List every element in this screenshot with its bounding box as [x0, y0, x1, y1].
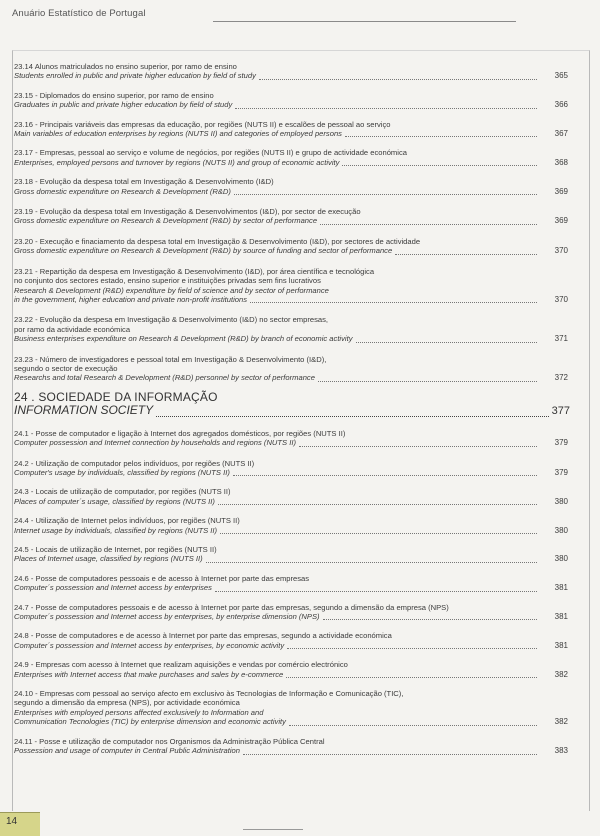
- entry-title-pt: 24.11 - Posse e utilização de computador nos Organismos da Administração Pública Central: [14, 736, 325, 746]
- entry-page-number: 382: [554, 669, 568, 679]
- dot-leader: [299, 440, 537, 447]
- entry-page-number: 366: [554, 100, 568, 110]
- entry-title-en: Business enterprises expenditure on Research & Development (R&D) by branch of economic activity: [14, 334, 353, 344]
- entry-title-pt: 24.5 - Locais de utilização de Internet, por regiões (NUTS II): [14, 545, 217, 554]
- toc-entry[interactable]: [14, 689, 570, 727]
- entry-page-number: 368: [554, 157, 568, 167]
- entry-title-en: Main variables of education enterprises by regions (NUTS II) and categories of employed persons: [14, 129, 342, 139]
- dot-leader: [320, 218, 537, 225]
- entry-title-pt: 23.23 - Número de investigadores e pessoal total em Investigação & Desenvolvimento (I&D),: [14, 354, 327, 364]
- entry-page-number: 365: [554, 71, 568, 81]
- dot-leader: [220, 527, 537, 534]
- table-of-contents: [14, 62, 570, 756]
- entry-title-en: Gross domestic expenditure on Research & Development (R&D) by sector of performance: [14, 216, 318, 226]
- entry-title-pt: por ramo da actividade económica: [14, 324, 131, 334]
- entry-page-number: 381: [554, 640, 568, 650]
- entry-title-en: Computer's usage by individuals, classified by regions (NUTS II): [14, 467, 230, 477]
- entry-title-pt: 24.10 - Empresas com pessoal ao serviço afecto em exclusivo às Tecnologias de Informação e Comunicação (TIC),: [14, 689, 404, 699]
- dot-leader: [215, 585, 537, 592]
- entry-page-number: 372: [554, 373, 568, 383]
- entry-title-en: Places of computer´s usage, classified by regions (NUTS II): [14, 496, 215, 506]
- entry-page-number: 383: [554, 746, 568, 756]
- entry-title-en: Gross domestic expenditure on Research & Development (R&D): [14, 186, 231, 196]
- entry-page-number: 380: [554, 525, 568, 535]
- entry-page-number: 382: [554, 717, 568, 727]
- toc-entry[interactable]: [14, 177, 570, 196]
- entry-page-number: 370: [554, 246, 568, 256]
- entry-title-pt: 24.7 - Posse de computadores pessoais e de acesso à Internet por parte das empresas, segundo a dimensão da empresa (NPS): [14, 602, 449, 612]
- dot-leader: [234, 188, 537, 195]
- entry-title-pt: 23.22 - Evolução da despesa em Investigação & Desenvolvimento (I&D) no sector empresas,: [14, 315, 329, 325]
- dot-leader: [287, 642, 537, 649]
- entry-title-pt: 24.1 - Posse de computador e ligação à Internet dos agregados domésticos, por regiões (NUTS II): [14, 428, 346, 438]
- toc-entry[interactable]: [14, 660, 570, 679]
- entry-title-en: Research & Development (R&D) expenditure by field of science and by sector of performance: [14, 285, 329, 295]
- dot-leader: [286, 671, 537, 678]
- toc-entry[interactable]: [14, 315, 570, 343]
- toc-entry[interactable]: [14, 545, 570, 564]
- chapter-title: 24 . SOCIEDADE DA INFORMAÇÃO: [14, 389, 218, 404]
- entry-page-number: 381: [554, 612, 568, 622]
- dot-leader: [323, 613, 537, 620]
- entry-title-en: Computer´s possession and Internet access by enterprises: [14, 583, 212, 593]
- toc-entry[interactable]: [14, 516, 570, 535]
- entry-title-en: Enterprises with Internet access that make purchases and sales by e-commerce: [14, 669, 284, 679]
- entry-title-en: Places of Internet usage, classified by regions (NUTS II): [14, 554, 203, 564]
- entry-page-number: 379: [554, 438, 568, 448]
- running-title: Anuário Estatístico de Portugal: [12, 8, 146, 19]
- entry-title-pt: 24.4 - Utilização de Internet pelos indivíduos, por regiões (NUTS II): [14, 516, 240, 526]
- toc-entry[interactable]: [14, 574, 570, 593]
- dot-leader: [206, 556, 537, 563]
- entry-page-number: 371: [554, 334, 568, 344]
- toc-entry[interactable]: [14, 631, 570, 650]
- toc-entry[interactable]: [14, 603, 570, 622]
- entry-title-pt: 24.2 - Utilização de computador pelos indivíduos, por regiões (NUTS II): [14, 458, 255, 468]
- entry-page-number: 379: [554, 467, 568, 477]
- toc-group-chapter-23: [14, 62, 570, 383]
- chapter-heading[interactable]: [14, 391, 570, 418]
- entry-page-number: 369: [554, 186, 568, 196]
- entry-title-pt: 23.19 - Evolução da despesa total em Investigação & Desenvolvimentos (I&D), por sector de execução: [14, 207, 361, 217]
- dot-leader: [395, 248, 537, 255]
- header-rule: [213, 21, 516, 22]
- entry-title-en: Enterprises, employed persons and turnover by regions (NUTS II) and group of economic activity: [14, 157, 340, 167]
- entry-title-pt: 24.3 - Locais de utilização de computador, por regiões (NUTS II): [14, 487, 231, 497]
- dot-leader: [318, 375, 537, 382]
- entry-title-en: Enterprises with employed persons affected exclusively to Information and: [14, 707, 264, 717]
- entry-title-pt: 23.14 Alunos matriculados no ensino superior, por ramo de ensino: [14, 62, 237, 71]
- toc-entry[interactable]: [14, 62, 570, 81]
- toc-entry[interactable]: [14, 91, 570, 110]
- entry-title-pt: 24.8 - Posse de computadores e de acesso à Internet por parte das empresas, segundo a actividade económica: [14, 631, 392, 641]
- toc-entry[interactable]: [14, 237, 570, 256]
- chapter-page-number: 377: [551, 404, 570, 417]
- entry-page-number: 381: [554, 583, 568, 593]
- dot-leader: [250, 296, 537, 303]
- entry-page-number: 369: [554, 216, 568, 226]
- footer-rule: [243, 829, 303, 830]
- entry-title-pt: 23.20 - Execução e finaciamento da despesa total em Investigação & Desenvolvimento (I&D), por sectores de actividade: [14, 236, 421, 246]
- dot-leader: [345, 130, 537, 137]
- entry-title-en: Communication Tecnologies (TIC) by enterprise dimension and economic activity: [14, 717, 286, 727]
- chapter-subtitle: INFORMATION SOCIETY: [14, 402, 154, 417]
- dot-leader: [235, 102, 537, 109]
- dot-leader: [218, 498, 537, 505]
- toc-entry[interactable]: [14, 487, 570, 506]
- toc-entry[interactable]: [14, 355, 570, 383]
- entry-page-number: 380: [554, 554, 568, 564]
- toc-entry[interactable]: [14, 207, 570, 226]
- entry-title-pt: 24.9 - Empresas com acesso à Internet que realizam aquisições e vendas por comércio electrónico: [14, 660, 348, 670]
- dot-leader: [156, 408, 549, 417]
- toc-entry[interactable]: [14, 120, 570, 139]
- entry-title-pt: 23.18 - Evolução da despesa total em Investigação & Desenvolvimento (I&D): [14, 177, 274, 187]
- page-number-tab: [0, 812, 40, 836]
- entry-title-en: in the government, higher education and private non-profit institutions: [14, 294, 248, 304]
- dot-leader: [233, 469, 537, 476]
- dot-leader: [259, 73, 537, 80]
- entry-title-pt: 23.21 - Repartição da despesa em Investigação & Desenvolvimento (I&D), por área científica e tecnológica: [14, 266, 375, 276]
- dot-leader: [243, 748, 537, 755]
- entry-page-number: 370: [554, 294, 568, 304]
- entry-title-pt: 23.17 - Empresas, pessoal ao serviço e volume de negócios, por regiões (NUTS II) e grupo de actividade económica: [14, 148, 407, 158]
- dot-leader: [342, 159, 537, 166]
- entry-page-number: 380: [554, 496, 568, 506]
- dot-leader: [289, 719, 537, 726]
- toc-group-chapter-24: [14, 429, 570, 756]
- entry-title-en: Computer possession and Internet connection by households and regions (NUTS II): [14, 438, 296, 448]
- toc-entry[interactable]: [14, 429, 570, 448]
- entry-page-number: 367: [554, 129, 568, 139]
- entry-title-en: Students enrolled in public and private higher education by field of study: [14, 71, 256, 81]
- entry-title-en: Graduates in public and private higher education by field of study: [14, 100, 233, 110]
- entry-title-pt: 23.16 - Principais variáveis das empresas da educação, por regiões (NUTS II) e escalões de pessoal ao serviço: [14, 119, 391, 129]
- entry-title-pt: 23.15 - Diplomados do ensino superior, por ramo de ensino: [14, 90, 214, 100]
- entry-title-pt: segundo a dimensão da empresa (NPS), por actividade económica: [14, 698, 240, 708]
- entry-title-en: Computer´s possession and Internet access by enterprises, by enterprise dimension (NPS): [14, 612, 320, 622]
- entry-title-en: Researchs and total Research & Development (R&D) personnel by sector of performance: [14, 373, 315, 383]
- entry-title-en: Internet usage by individuals, classified by regions (NUTS II): [14, 525, 218, 535]
- toc-entry[interactable]: [14, 737, 570, 756]
- page-number: 14: [6, 816, 18, 827]
- dot-leader: [356, 336, 537, 343]
- entry-title-en: Computer´s possession and Internet access by enterprises, by economic activity: [14, 640, 285, 650]
- toc-entry[interactable]: [14, 148, 570, 167]
- entry-title-pt: 24.6 - Posse de computadores pessoais e de acesso à Internet por parte das empresas: [14, 573, 310, 583]
- entry-title-en: Gross domestic expenditure on Research & Development (R&D) by source of funding and sector of performance: [14, 246, 393, 256]
- entry-title-en: Possession and usage of computer in Central Public Administration: [14, 746, 240, 756]
- toc-entry[interactable]: [14, 459, 570, 478]
- toc-entry[interactable]: [14, 267, 570, 305]
- entry-title-pt: no conjunto dos sectores estado, ensino superior e instituições privadas sem fins lucrativos: [14, 276, 321, 286]
- entry-title-pt: segundo o sector de execução: [14, 363, 118, 373]
